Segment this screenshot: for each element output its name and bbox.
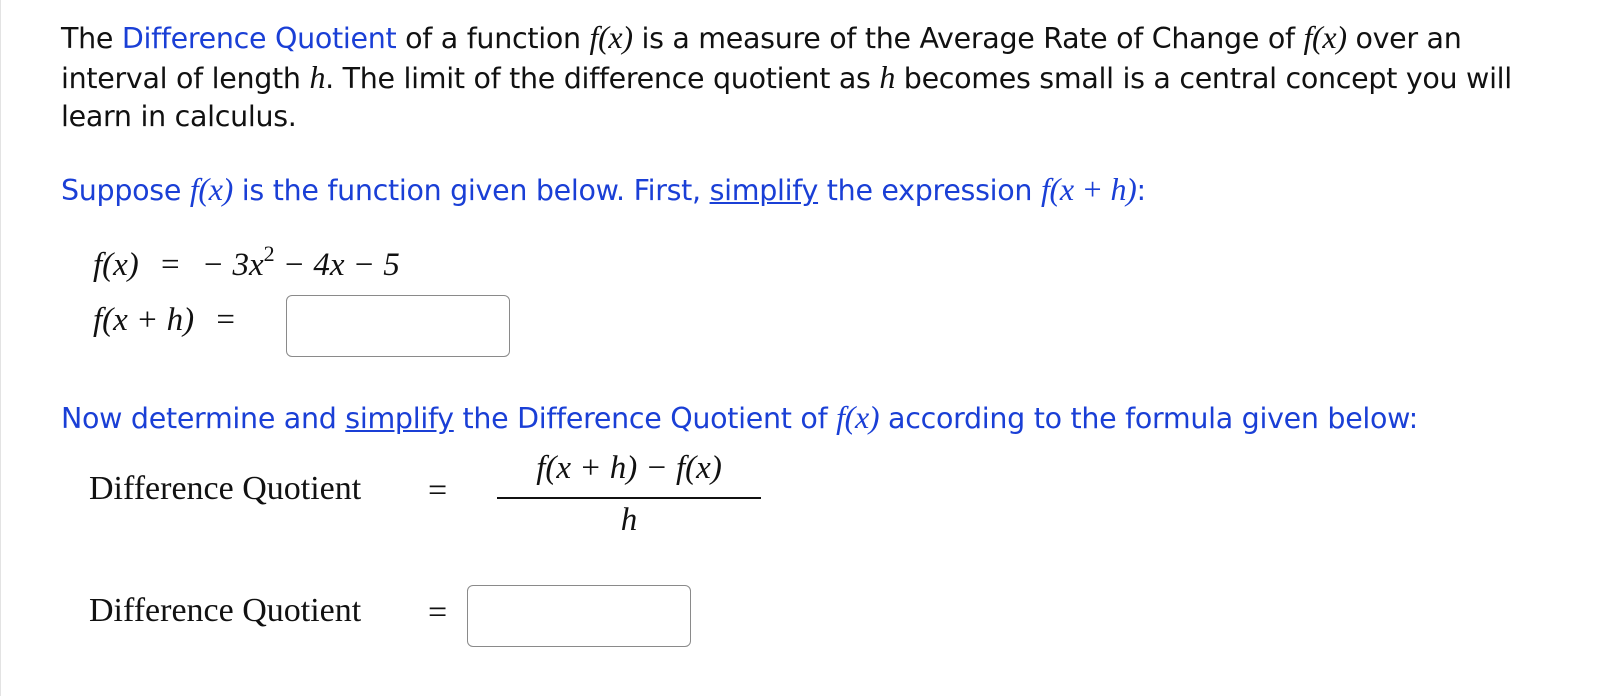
simplify-link[interactable]: simplify	[345, 402, 454, 435]
math-fx: f(x)	[1303, 19, 1347, 55]
math-h: h	[879, 59, 896, 95]
simplify-prompt	[61, 170, 1146, 210]
fraction-bar	[497, 497, 761, 499]
equals-sign: =	[216, 302, 235, 338]
answer-equals: =	[428, 594, 448, 631]
intro-text: over an interval of length	[61, 22, 1462, 95]
difference-quotient-term: Difference Quotient	[121, 22, 397, 55]
formula-equals: =	[428, 472, 448, 509]
simplify-link[interactable]: simplify	[709, 174, 819, 207]
prompt-text: :	[1136, 174, 1146, 207]
fx-rhs-term: − 4x − 5	[274, 247, 400, 283]
answer-label: Difference Quotient	[89, 592, 362, 629]
fxh-answer-input[interactable]	[286, 295, 510, 357]
prompt-text: is the function given below. First,	[233, 174, 710, 207]
math-fx: f(x)	[589, 19, 633, 55]
fx-rhs-term: − 3x	[201, 247, 264, 283]
formula-label: Difference Quotient	[89, 470, 362, 507]
math-fx: f(x)	[189, 171, 234, 207]
intro-text: . The limit of the difference quotient as	[325, 62, 880, 95]
intro-text: of a function	[396, 22, 590, 55]
equals-sign: =	[161, 247, 180, 283]
prompt-text: Now determine and	[61, 402, 346, 435]
math-fx: f(x)	[836, 399, 880, 435]
formula-denominator: h	[620, 502, 638, 538]
difference-quotient-prompt	[61, 398, 1418, 438]
fx-equation	[93, 241, 400, 284]
intro-text: The	[61, 22, 122, 55]
prompt-text: the expression	[818, 174, 1041, 207]
fxh-lhs: f(x + h)	[93, 302, 195, 338]
intro-text: becomes small is a central concept you will learn in calculus.	[61, 62, 1512, 133]
math-fxh: f(x + h)	[1040, 171, 1137, 207]
prompt-text: according to the formula given below:	[879, 402, 1418, 435]
intro-paragraph	[61, 18, 1551, 136]
difference-quotient-answer-input[interactable]	[467, 585, 691, 647]
intro-text: is a measure of the Average Rate of Change of	[632, 22, 1304, 55]
fx-exponent: 2	[263, 241, 275, 266]
fxh-equation	[93, 302, 235, 339]
formula-numerator: f(x + h) − f(x)	[536, 450, 722, 486]
math-h: h	[309, 59, 326, 95]
prompt-text: the Difference Quotient of	[453, 402, 837, 435]
fx-lhs: f(x)	[93, 247, 139, 283]
prompt-text: Suppose	[61, 174, 190, 207]
